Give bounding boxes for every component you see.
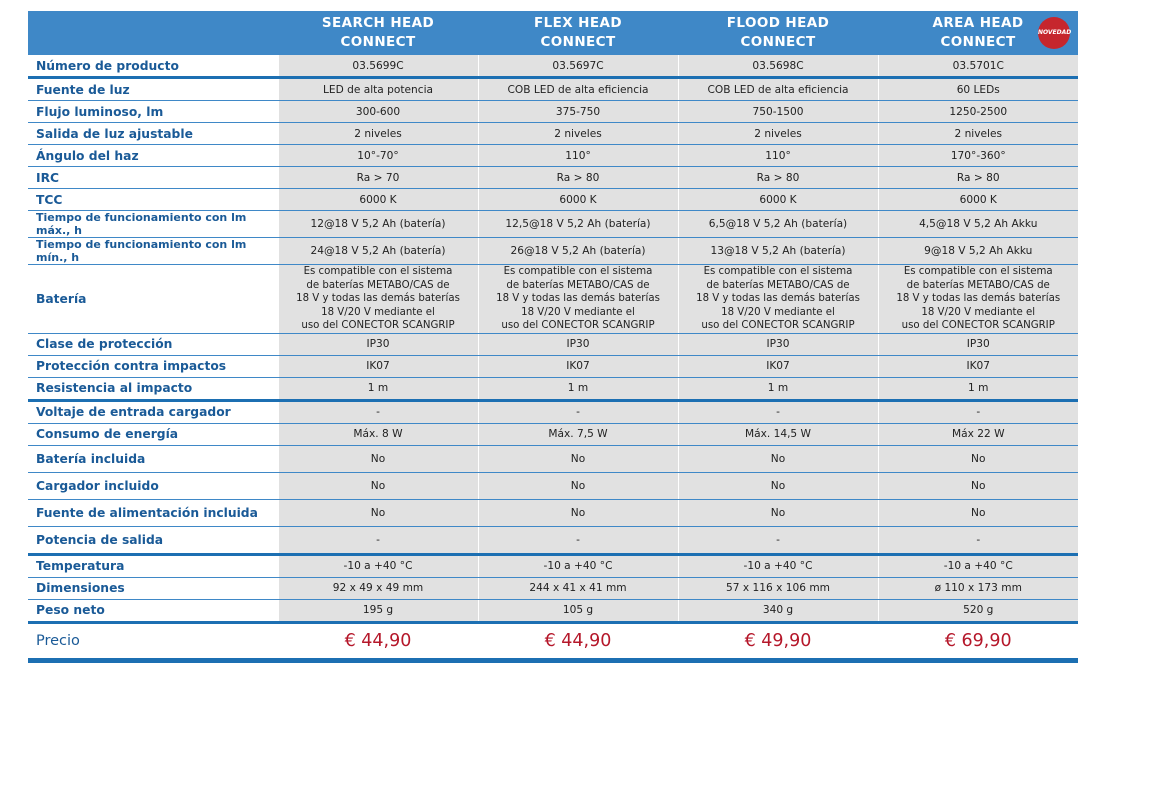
spec-cell: 1 m <box>278 377 478 400</box>
spec-cell: Ra > 80 <box>878 167 1078 189</box>
spec-cell: No <box>878 472 1078 499</box>
spec-cell: - <box>478 526 678 554</box>
spec-cell: 03.5699C <box>278 55 478 78</box>
cell-line: uso del CONECTOR SCANGRIP <box>501 320 655 332</box>
row-label: Dimensiones <box>28 577 278 599</box>
spec-row-tiempo-de-funcionamiento-con-lm-min-h <box>28 238 1078 265</box>
column-header-search-head <box>278 11 478 55</box>
header-corner <box>28 11 278 55</box>
spec-cell: IK07 <box>278 355 478 377</box>
cell-line: de baterías METABO/CAS de <box>506 279 650 291</box>
spec-cell: 6000 K <box>878 189 1078 211</box>
row-label: IRC <box>28 167 278 189</box>
spec-cell: IP30 <box>478 333 678 355</box>
row-label: Fuente de alimentación incluida <box>28 499 278 526</box>
spec-cell: 340 g <box>678 599 878 622</box>
spec-cell: ø 110 x 173 mm <box>878 577 1078 599</box>
spec-row-precio <box>28 622 1078 660</box>
row-label: Cargador incluido <box>28 472 278 499</box>
cell-line: uso del CONECTOR SCANGRIP <box>301 320 455 332</box>
spec-cell: IP30 <box>278 333 478 355</box>
column-header-flood-head <box>678 11 878 55</box>
spec-row-numero-de-producto <box>28 55 1078 78</box>
spec-cell: Ra > 80 <box>678 167 878 189</box>
spec-cell: IK07 <box>678 355 878 377</box>
cell-line: Es compatible con el sistema <box>903 266 1053 277</box>
column-subtitle: CONNECT <box>740 34 816 50</box>
spec-cell: 12,5@18 V 5,2 Ah (batería) <box>478 211 678 238</box>
price-cell: € 44,90 <box>278 622 478 660</box>
row-label: Consumo de energía <box>28 423 278 445</box>
row-label: Flujo luminoso, lm <box>28 101 278 123</box>
spec-cell: 1 m <box>478 377 678 400</box>
spec-row-angulo-del-haz <box>28 145 1078 167</box>
cell-line: 18 V/20 V mediante el <box>321 306 435 318</box>
spec-cell: COB LED de alta eficiencia <box>678 78 878 101</box>
spec-row-resistencia-al-impacto <box>28 377 1078 400</box>
cell-line: Es compatible con el sistema <box>703 266 853 277</box>
row-label: Tiempo de funcionamiento con lm máx., h <box>28 211 278 238</box>
spec-cell: 2 niveles <box>678 123 878 145</box>
spec-cell: Ra > 80 <box>478 167 678 189</box>
spec-cell: 13@18 V 5,2 Ah (batería) <box>678 238 878 265</box>
spec-cell: No <box>278 472 478 499</box>
spec-cell: 300-600 <box>278 101 478 123</box>
spec-cell: - <box>278 400 478 423</box>
spec-cell: -10 a +40 °C <box>278 554 478 577</box>
spec-cell: 375-750 <box>478 101 678 123</box>
spec-row-peso-neto <box>28 599 1078 622</box>
row-label: Clase de protección <box>28 333 278 355</box>
spec-cell: 57 x 116 x 106 mm <box>678 577 878 599</box>
cell-line: 18 V y todas las demás baterías <box>296 293 460 305</box>
spec-cell: No <box>678 472 878 499</box>
spec-cell: IP30 <box>878 333 1078 355</box>
spec-row-bateria <box>28 265 1078 334</box>
cell-line: 18 V y todas las demás baterías <box>496 293 660 305</box>
spec-row-flujo-luminoso-lm <box>28 101 1078 123</box>
spec-cell: 2 niveles <box>278 123 478 145</box>
spec-cell: 1 m <box>678 377 878 400</box>
spec-row-proteccion-contra-impactos <box>28 355 1078 377</box>
spec-cell: 110° <box>678 145 878 167</box>
cell-line: uso del CONECTOR SCANGRIP <box>701 320 855 332</box>
spec-cell: 1 m <box>878 377 1078 400</box>
price-cell: € 69,90 <box>878 622 1078 660</box>
spec-cell: 9@18 V 5,2 Ah Akku <box>878 238 1078 265</box>
spec-cell: 6000 K <box>478 189 678 211</box>
spec-cell: -10 a +40 °C <box>678 554 878 577</box>
spec-row-fuente-de-alimentacion-incluida <box>28 499 1078 526</box>
row-label: Voltaje de entrada cargador <box>28 400 278 423</box>
cell-line: de baterías METABO/CAS de <box>306 279 450 291</box>
spec-row-consumo-de-energia <box>28 423 1078 445</box>
row-label: Potencia de salida <box>28 526 278 554</box>
spec-cell: 60 LEDs <box>878 78 1078 101</box>
spec-row-potencia-de-salida <box>28 526 1078 554</box>
spec-cell: 03.5698C <box>678 55 878 78</box>
spec-cell: Máx 22 W <box>878 423 1078 445</box>
row-label: Peso neto <box>28 599 278 622</box>
column-title: SEARCH HEAD <box>321 15 435 31</box>
row-label: Salida de luz ajustable <box>28 123 278 145</box>
row-label: Tiempo de funcionamiento con lm mín., h <box>28 238 278 265</box>
spec-row-bateria-incluida <box>28 445 1078 472</box>
column-subtitle: CONNECT <box>340 34 416 50</box>
spec-cell: 92 x 49 x 49 mm <box>278 577 478 599</box>
spec-cell: - <box>478 400 678 423</box>
spec-cell: - <box>278 526 478 554</box>
cell-line: Es compatible con el sistema <box>503 266 653 277</box>
spec-cell: Máx. 7,5 W <box>478 423 678 445</box>
spec-cell: 2 niveles <box>478 123 678 145</box>
row-label: Batería <box>28 265 278 334</box>
column-subtitle: CONNECT <box>540 34 616 50</box>
spec-row-salida-de-luz-ajustable <box>28 123 1078 145</box>
price-cell: € 49,90 <box>678 622 878 660</box>
spec-cell: -10 a +40 °C <box>878 554 1078 577</box>
spec-cell: Ra > 70 <box>278 167 478 189</box>
spec-cell: 24@18 V 5,2 Ah (batería) <box>278 238 478 265</box>
spec-cell: 10°-70° <box>278 145 478 167</box>
row-label: Precio <box>28 622 278 660</box>
spec-cell: COB LED de alta eficiencia <box>478 78 678 101</box>
row-label: Protección contra impactos <box>28 355 278 377</box>
spec-cell: IP30 <box>678 333 878 355</box>
cell-line: de baterías METABO/CAS de <box>906 279 1050 291</box>
spec-cell: No <box>678 499 878 526</box>
cell-line: 18 V/20 V mediante el <box>521 306 635 318</box>
cell-line: 18 V/20 V mediante el <box>721 306 835 318</box>
spec-row-clase-de-proteccion <box>28 333 1078 355</box>
spec-cell: No <box>878 499 1078 526</box>
spec-row-temperatura <box>28 554 1078 577</box>
spec-cell: 170°-360° <box>878 145 1078 167</box>
spec-cell: - <box>678 526 878 554</box>
column-header-area-head <box>878 11 1078 55</box>
spec-cell: No <box>878 445 1078 472</box>
row-label: TCC <box>28 189 278 211</box>
spec-cell <box>278 265 478 334</box>
row-label: Batería incluida <box>28 445 278 472</box>
column-subtitle: CONNECT <box>940 34 1016 50</box>
spec-cell <box>478 265 678 334</box>
row-label: Temperatura <box>28 554 278 577</box>
spec-cell: IK07 <box>478 355 678 377</box>
new-badge: NOVEDAD <box>1038 17 1070 49</box>
spec-cell: IK07 <box>878 355 1078 377</box>
spec-cell: - <box>878 526 1078 554</box>
spec-cell <box>878 265 1078 334</box>
row-label: Ángulo del haz <box>28 145 278 167</box>
spec-cell: 244 x 41 x 41 mm <box>478 577 678 599</box>
spec-cell: - <box>878 400 1078 423</box>
spec-row-dimensiones <box>28 577 1078 599</box>
cell-line: 18 V y todas las demás baterías <box>896 293 1061 305</box>
spec-cell: 6,5@18 V 5,2 Ah (batería) <box>678 211 878 238</box>
spec-cell: -10 a +40 °C <box>478 554 678 577</box>
spec-row-fuente-de-luz <box>28 78 1078 101</box>
spec-cell <box>678 265 878 334</box>
spec-cell: 4,5@18 V 5,2 Ah Akku <box>878 211 1078 238</box>
spec-row-irc <box>28 167 1078 189</box>
spec-cell: No <box>478 445 678 472</box>
spec-cell: No <box>678 445 878 472</box>
spec-cell: 12@18 V 5,2 Ah (batería) <box>278 211 478 238</box>
cell-line: 18 V/20 V mediante el <box>921 306 1036 318</box>
spec-row-tiempo-de-funcionamiento-con-lm-max-h <box>28 211 1078 238</box>
spec-cell: 1250-2500 <box>878 101 1078 123</box>
price-cell: € 44,90 <box>478 622 678 660</box>
spec-cell: LED de alta potencia <box>278 78 478 101</box>
spec-table <box>28 11 1078 663</box>
row-label: Fuente de luz <box>28 78 278 101</box>
spec-cell: Máx. 14,5 W <box>678 423 878 445</box>
column-title: FLOOD HEAD <box>726 15 830 31</box>
cell-line: de baterías METABO/CAS de <box>706 279 850 291</box>
spec-table-container <box>28 11 1077 663</box>
spec-cell: No <box>478 499 678 526</box>
spec-cell: 520 g <box>878 599 1078 622</box>
spec-cell: 6000 K <box>678 189 878 211</box>
cell-line: uso del CONECTOR SCANGRIP <box>901 320 1055 332</box>
spec-row-tcc <box>28 189 1078 211</box>
column-title: AREA HEAD <box>932 15 1024 31</box>
spec-cell: Máx. 8 W <box>278 423 478 445</box>
spec-cell: 26@18 V 5,2 Ah (batería) <box>478 238 678 265</box>
row-label: Número de producto <box>28 55 278 78</box>
spec-cell: 03.5697C <box>478 55 678 78</box>
spec-cell: 03.5701C <box>878 55 1078 78</box>
spec-cell: 105 g <box>478 599 678 622</box>
column-header-flex-head <box>478 11 678 55</box>
spec-cell: No <box>478 472 678 499</box>
spec-cell: 2 niveles <box>878 123 1078 145</box>
spec-cell: No <box>278 499 478 526</box>
spec-rows <box>28 55 1078 660</box>
header-row <box>28 11 1078 55</box>
spec-cell: 6000 K <box>278 189 478 211</box>
spec-row-voltaje-de-entrada-cargador <box>28 400 1078 423</box>
spec-cell: 195 g <box>278 599 478 622</box>
spec-cell: 110° <box>478 145 678 167</box>
cell-line: Es compatible con el sistema <box>303 266 453 277</box>
cell-line: 18 V y todas las demás baterías <box>696 293 860 305</box>
spec-cell: No <box>278 445 478 472</box>
column-title: FLEX HEAD <box>534 15 622 31</box>
spec-row-cargador-incluido <box>28 472 1078 499</box>
row-label: Resistencia al impacto <box>28 377 278 400</box>
spec-cell: - <box>678 400 878 423</box>
spec-cell: 750-1500 <box>678 101 878 123</box>
